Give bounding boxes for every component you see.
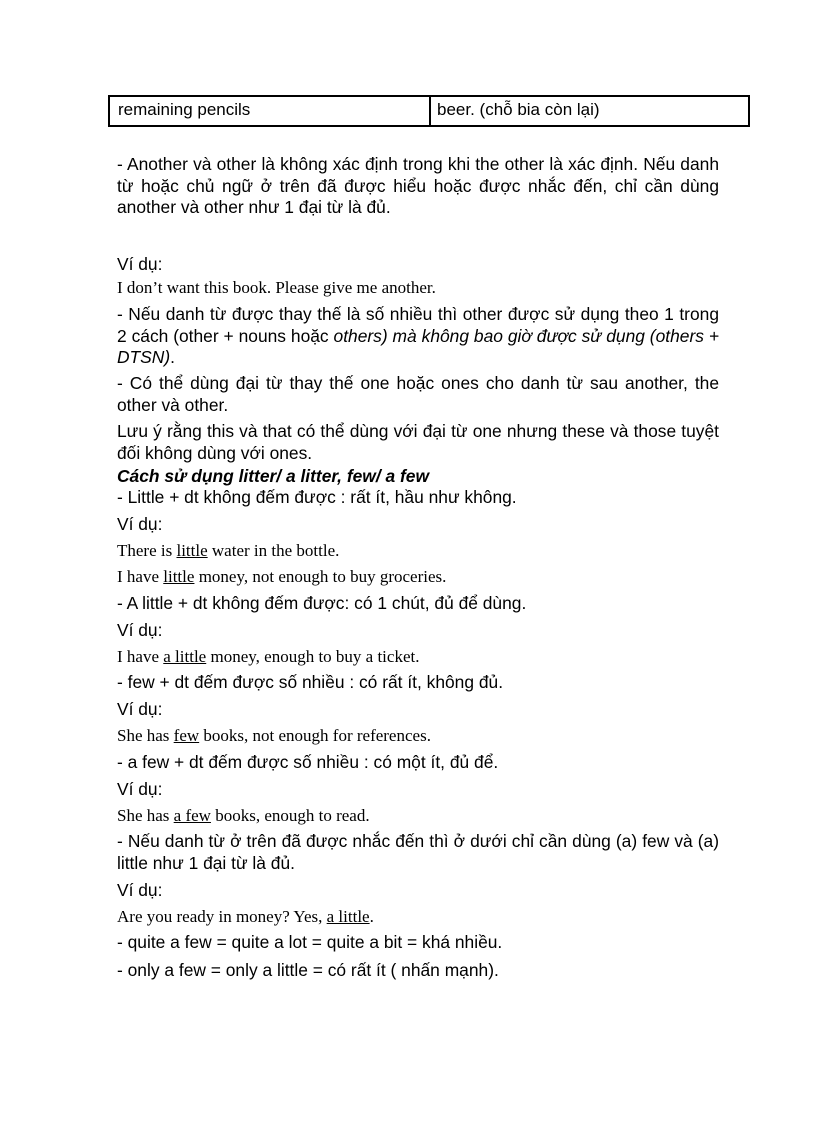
example-sentence: I don’t want this book. Please give me another. [117,278,436,297]
rule-little: - Little + dt không đếm được : rất ít, hầu như không. [117,487,517,507]
example-text: money, not enough to buy groceries. [194,567,447,586]
example-text: I have [117,647,164,666]
example-text: She has [117,806,174,825]
paragraph-one-ones: - Có thể dùng đại từ thay thế one hoặc ones cho danh từ sau another, the other và other. [117,373,719,415]
example-text: There is [117,541,177,560]
example-text: . [369,907,374,926]
paragraph-text: - Nếu danh từ được thay thế là số nhiều thì other được sử dụng theo 1 trong 2 cách (other + nouns hoặc [117,304,719,346]
example-label: Ví dụ: [117,620,163,640]
example-sentence [117,540,719,561]
example-sentence [117,906,719,927]
rule-a-little: - A little + dt không đếm được: có 1 chút, đủ để dùng. [117,593,527,613]
table-cell-left: remaining pencils [110,97,431,125]
paragraph-another-other: - Another và other là không xác định trong khi the other là xác định. Nếu danh từ hoặc chủ ngữ ở trên đã được hiểu hoặc được nhắc đến, chỉ cần dùng another và other như 1 đại từ là đủ. [117,154,719,217]
example-sentence [117,725,719,746]
underlined-keyword: a little [163,647,207,666]
underlined-keyword: few [173,726,200,745]
italic-text: others) mà không bao giờ được sử dụng (others + DTSN) [117,325,719,367]
example-text: books, enough to read. [210,806,370,825]
rule-only-a-few: - only a few = only a little = có rất ít ( nhấn mạnh). [117,960,499,980]
underlined-keyword: little [176,541,208,560]
paragraph-mentioned-pronoun: - Nếu danh từ ở trên đã được nhắc đến thì ở dưới chỉ cần dùng (a) few và (a) little như 1 đại từ là đủ. [117,831,719,873]
example-text: Are you ready in money? Yes, [117,907,327,926]
example-text: money, enough to buy a ticket. [206,647,420,666]
example-label: Ví dụ: [117,254,163,274]
underlined-keyword: a few [173,806,211,825]
rule-few: - few + dt đếm được số nhiều : có rất ít, không đủ. [117,672,504,692]
example-text: books, not enough for references. [199,726,431,745]
paragraph-plural-other [117,304,719,369]
underlined-keyword: a little [326,907,370,926]
example-label: Ví dụ: [117,880,163,900]
rule-a-few: - a few + dt đếm được số nhiều : có một ít, đủ để. [117,752,499,772]
example-label: Ví dụ: [117,514,163,534]
paragraph-end: . [170,347,175,367]
example-text: water in the bottle. [207,541,340,560]
example-label: Ví dụ: [117,779,163,799]
paragraph-this-that-note: Lưu ý rằng this và that có thể dùng với đại từ one nhưng these và those tuyệt đối không dùng với ones. [117,421,719,463]
example-text: She has [117,726,174,745]
table-cell-right: beer. (chỗ bia còn lại) [437,100,600,119]
underlined-keyword: little [163,567,195,586]
example-label: Ví dụ: [117,699,163,719]
example-sentence [117,646,719,667]
example-sentence [117,566,719,587]
section-heading: Cách sử dụng litter/ a litter, few/ a few [117,466,429,486]
example-text: I have [117,567,164,586]
rule-quite-a-few: - quite a few = quite a lot = quite a bit = khá nhiều. [117,932,503,952]
example-sentence [117,805,719,826]
comparison-table-row [108,95,750,127]
